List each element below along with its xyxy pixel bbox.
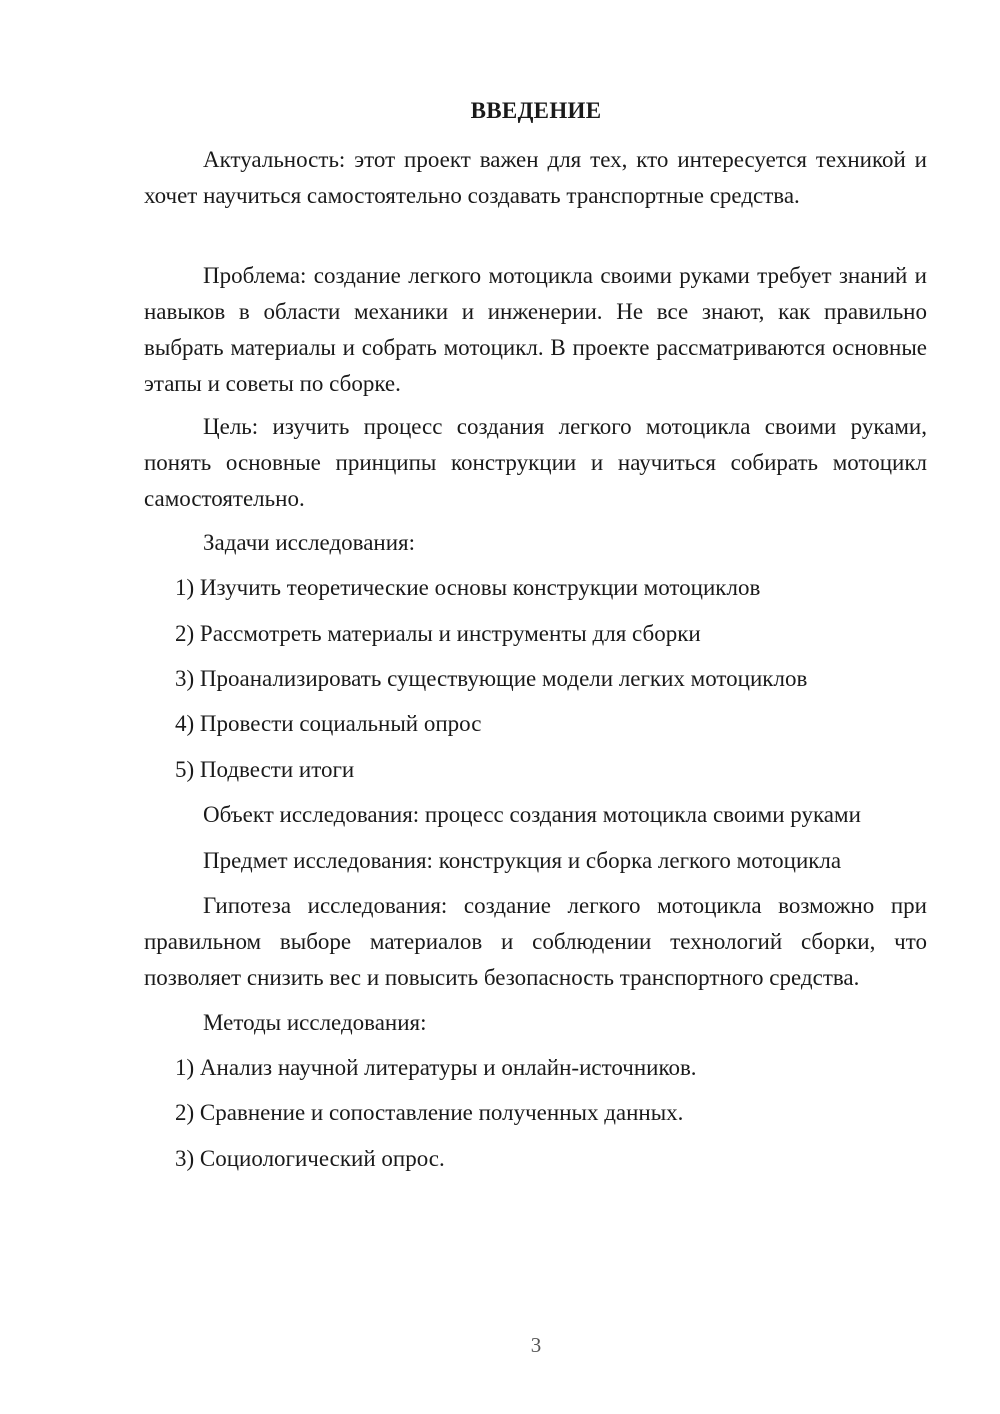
methods-heading: Методы исследования: (203, 1010, 427, 1035)
goal-paragraph: Цель: изучить процесс создания легкого мотоцикла своими руками, понять основные принципы конструкции и научиться собирать мотоцикл самостоятельно. (144, 414, 927, 511)
problem-paragraph: Проблема: создание легкого мотоцикла своими руками требует знаний и навыков в области механики и инженерии. Не все знают, как правильно выбрать материалы и собрать мотоцикл. В проекте рассматриваются основные этапы и советы по сборке. (144, 263, 927, 396)
list-item: 3) Проанализировать существующие модели легких мотоциклов (175, 666, 808, 691)
list-item: 5) Подвести итоги (175, 757, 355, 782)
list-item: 2) Сравнение и сопоставление полученных данных. (175, 1100, 684, 1125)
subject-line: Предмет исследования: конструкция и сборка легкого мотоцикла (203, 848, 842, 873)
page-number: 3 (530, 1333, 542, 1357)
list-item: 2) Рассмотреть материалы и инструменты для сборки (175, 621, 701, 646)
list-item: 3) Социологический опрос. (175, 1146, 445, 1171)
tasks-heading: Задачи исследования: (203, 530, 416, 555)
list-item: 4) Провести социальный опрос (175, 711, 482, 736)
list-item: 1) Изучить теоретические основы конструкции мотоциклов (175, 575, 761, 600)
hypothesis-paragraph: Гипотеза исследования: создание легкого мотоцикла возможно при правильном выборе материалов и соблюдении технологий сборки, что позволяет снизить вес и повысить безопасность транспортного средства. (144, 893, 927, 990)
page-title: ВВЕДЕНИЕ (470, 98, 602, 123)
relevance-paragraph: Актуальность: этот проект важен для тех, кто интересуется техникой и хочет научиться самостоятельно создавать транспортные средства. (144, 147, 927, 208)
object-line: Объект исследования: процесс создания мотоцикла своими руками (203, 802, 861, 827)
list-item: 1) Анализ научной литературы и онлайн-источников. (175, 1055, 697, 1080)
